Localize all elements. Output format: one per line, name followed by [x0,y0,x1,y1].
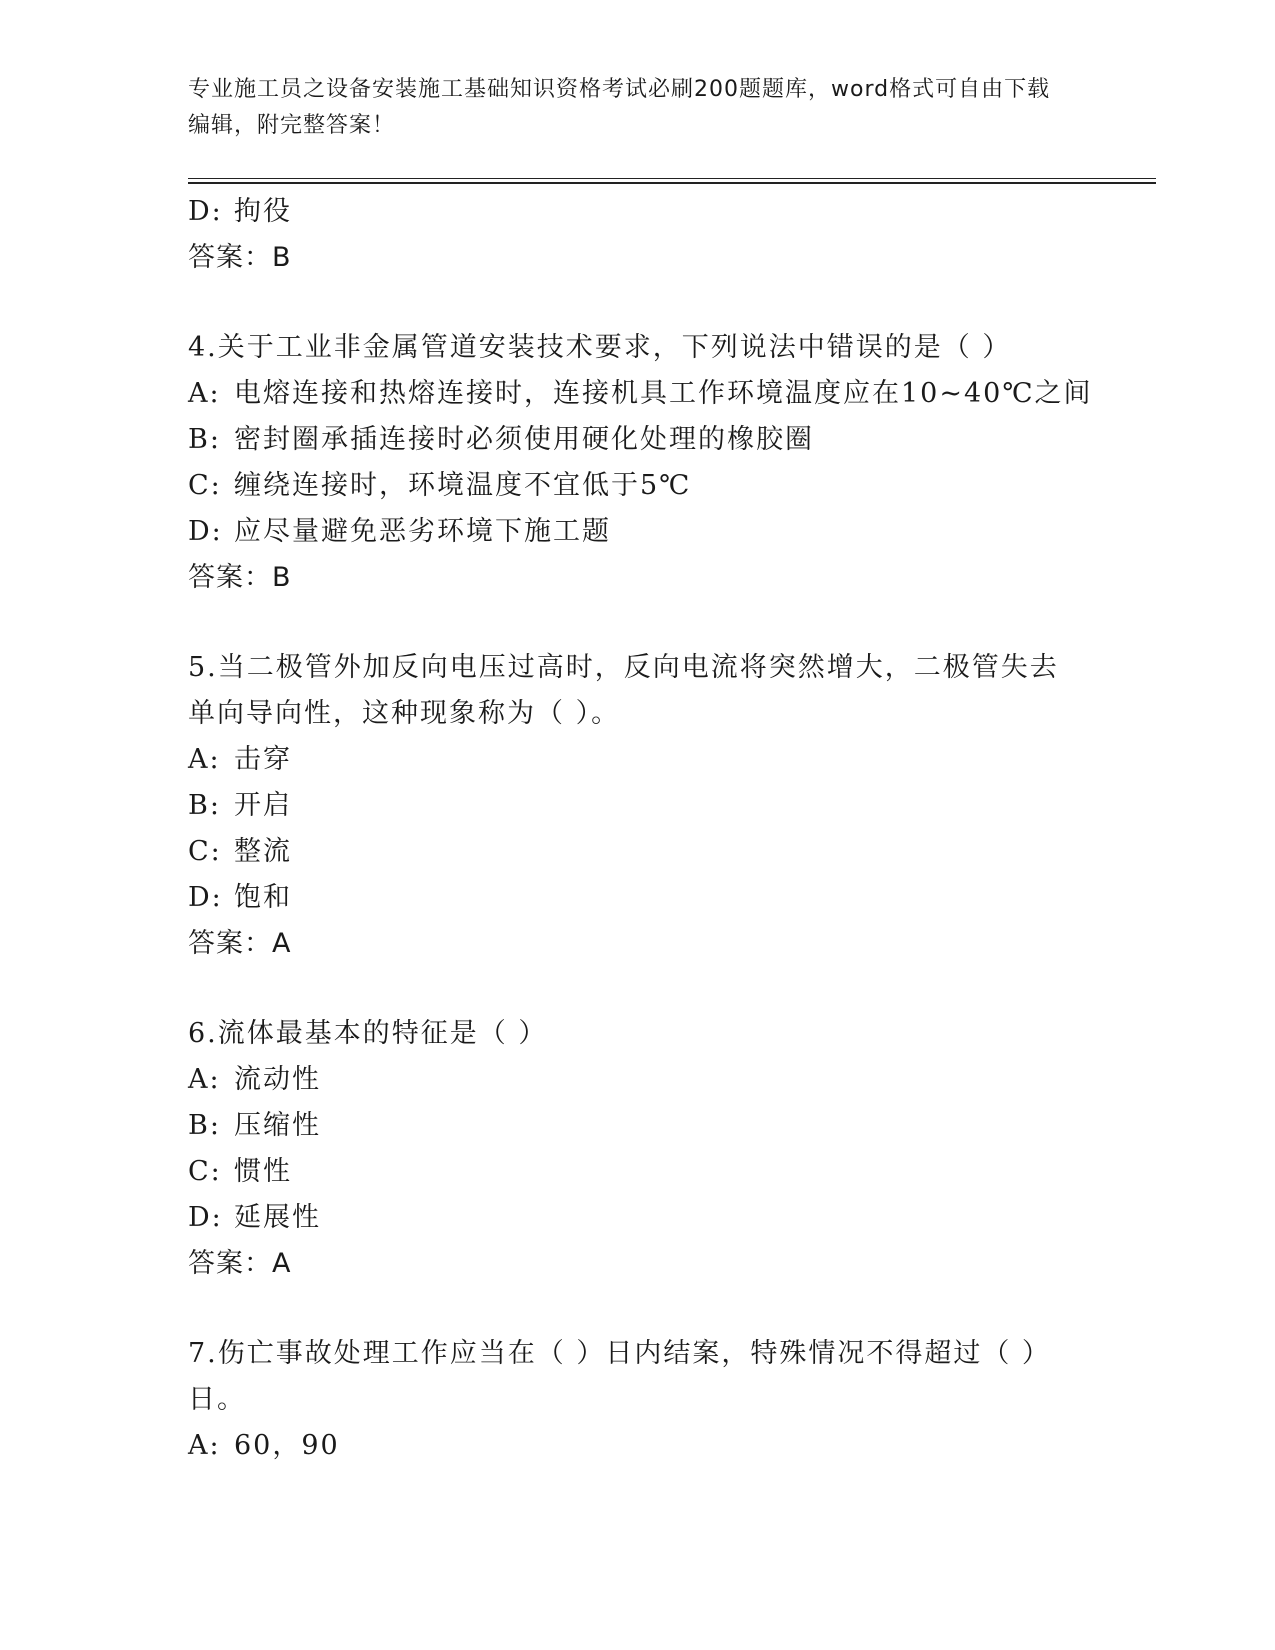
option-c [188,829,1088,875]
answer: 答案：B [188,242,292,273]
option-a [188,737,1088,783]
question-5 [188,645,1088,967]
option-label: A: [188,1064,221,1095]
question-7 [188,1331,1088,1469]
question-stem: 7.伤亡事故处理工作应当在（ ）日内结案，特殊情况不得超过（ ）日。 [188,1338,1051,1415]
answer: 答案：B [188,562,292,593]
option-a [188,1423,1088,1469]
option-label: D: [188,196,223,227]
question-4 [188,325,1093,601]
option-text: 延展性 [234,1202,321,1233]
question-stem: 5.当二极管外加反向电压过高时，反向电流将突然增大，二极管失去单向导向性，这种现象称为（ ）。 [188,652,1059,729]
option-a [188,1057,1088,1103]
question-stem: 4.关于工业非金属管道安装技术要求，下列说法中错误的是（ ） [188,332,1012,363]
option-label: D: [188,1202,223,1233]
question-list [188,189,1093,1469]
option-d [188,509,1088,555]
option-text: 拘役 [234,196,292,227]
question-stem: 6.流体最基本的特征是（ ） [188,1018,548,1049]
option-label: B: [188,1110,221,1141]
option-b [188,783,1088,829]
option-label: D: [188,516,223,547]
question-6 [188,1011,1088,1287]
option-label: C: [188,470,222,501]
option-label: A: [188,378,221,409]
option-label: B: [188,790,221,821]
header-divider-thin [188,178,1156,179]
option-text: 缠绕连接时，环境温度不宜低于5℃ [234,470,692,501]
answer: 答案：A [188,1248,292,1279]
option-d [188,875,1088,921]
option-text: 密封圈承插连接时必须使用硬化处理的橡胶圈 [234,424,814,455]
option-label: A: [188,744,221,775]
option-text: 电熔连接和热熔连接时，连接机具工作环境温度应在10~40℃之间 [234,378,1093,409]
option-d [188,189,1088,235]
option-c [188,463,1088,509]
option-label: C: [188,1156,222,1187]
option-d [188,1195,1088,1241]
answer: 答案：A [188,928,292,959]
option-label: D: [188,882,223,913]
option-text: 惯性 [234,1156,292,1187]
option-text: 饱和 [234,882,292,913]
option-b [188,417,1088,463]
option-label: B: [188,424,221,455]
option-label: C: [188,836,222,867]
option-a [188,371,1093,417]
option-label: A: [188,1430,221,1461]
option-text: 压缩性 [234,1110,321,1141]
option-b [188,1103,1088,1149]
option-text: 击穿 [234,744,292,775]
option-text: 流动性 [234,1064,321,1095]
option-text: 整流 [234,836,292,867]
header-divider-thick [188,182,1156,184]
option-c [188,1149,1088,1195]
option-text: 60，90 [234,1430,340,1461]
page-header: 专业施工员之设备安装施工基础知识资格考试必刷200题题库，word格式可自由下载编辑，附完整答案！ [188,77,1051,138]
option-text: 应尽量避免恶劣环境下施工题 [234,516,611,547]
option-text: 开启 [234,790,292,821]
